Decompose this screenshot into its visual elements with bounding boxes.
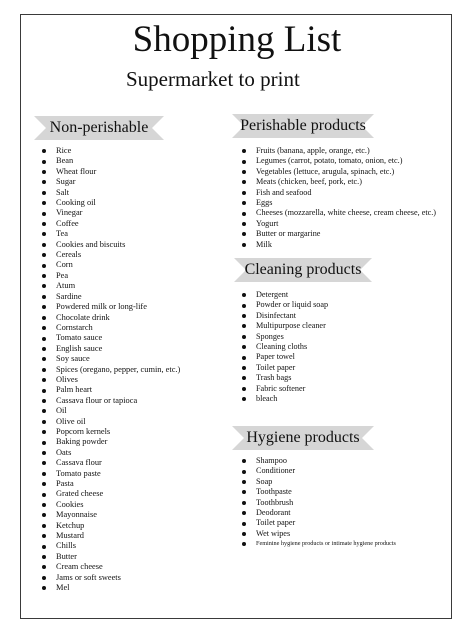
section-title-cleaning: Cleaning products: [244, 261, 362, 278]
list-item: Tomato paste: [42, 469, 180, 479]
banner-hygiene: [232, 426, 374, 450]
list-item: Cheeses (mozzarella, white cheese, cream cheese, etc.): [242, 208, 436, 218]
section-title-non-perishable: Non-perishable: [49, 119, 149, 136]
list-item: Cooking oil: [42, 198, 180, 208]
list-non-perishable: [42, 146, 180, 593]
list-item: Mustard: [42, 531, 180, 541]
list-item: Powder or liquid soap: [242, 300, 328, 310]
list-item: Feminine hygiene products or intimate hygiene products: [242, 539, 396, 549]
list-item: Milk: [242, 240, 436, 250]
list-item: Cereals: [42, 250, 180, 260]
list-item: Corn: [42, 260, 180, 270]
list-item: Tea: [42, 229, 180, 239]
banner-perishable: [232, 114, 374, 138]
list-item: Soap: [242, 477, 396, 487]
list-item: Fabric softener: [242, 384, 328, 394]
list-item: Cream cheese: [42, 562, 180, 572]
list-item: Cookies and biscuits: [42, 240, 180, 250]
list-item: Chocolate drink: [42, 313, 180, 323]
list-item: Fish and seafood: [242, 188, 436, 198]
list-item: Tomato sauce: [42, 333, 180, 343]
list-item: Toothpaste: [242, 487, 396, 497]
list-item: Shampoo: [242, 456, 396, 466]
list-item: Cookies: [42, 500, 180, 510]
list-item: Vegetables (lettuce, arugula, spinach, etc.): [242, 167, 436, 177]
list-item: Multipurpose cleaner: [242, 321, 328, 331]
list-item: Cleaning cloths: [242, 342, 328, 352]
banner-non-perishable: [34, 116, 164, 140]
list-item: Soy sauce: [42, 354, 180, 364]
list-item: Deodorant: [242, 508, 396, 518]
list-item: Butter: [42, 552, 180, 562]
list-item: Yogurt: [242, 219, 436, 229]
list-item: Atum: [42, 281, 180, 291]
list-item: Palm heart: [42, 385, 180, 395]
list-item: Oats: [42, 448, 180, 458]
list-item: Cassava flour: [42, 458, 180, 468]
list-item: Toilet paper: [242, 363, 328, 373]
list-item: Olives: [42, 375, 180, 385]
list-item: Butter or margarine: [242, 229, 436, 239]
section-title-perishable: Perishable products: [240, 117, 366, 134]
list-item: Coffee: [42, 219, 180, 229]
list-item: Baking powder: [42, 437, 180, 447]
page-subtitle: Supermarket to print: [126, 67, 300, 91]
list-item: Sugar: [42, 177, 180, 187]
list-item: Cornstarch: [42, 323, 180, 333]
list-item: bleach: [242, 394, 328, 404]
list-item: Sponges: [242, 332, 328, 342]
list-item: Mayonnaise: [42, 510, 180, 520]
list-item: Grated cheese: [42, 489, 180, 499]
list-item: Spices (oregano, pepper, cumin, etc.): [42, 365, 180, 375]
list-item: Sardine: [42, 292, 180, 302]
list-cleaning: [242, 290, 328, 404]
list-item: Wet wipes: [242, 529, 396, 539]
list-item: Disinfectant: [242, 311, 328, 321]
list-item: Trash bags: [242, 373, 328, 383]
list-item: Powdered milk or long-life: [42, 302, 180, 312]
list-item: Salt: [42, 188, 180, 198]
list-item: Ketchup: [42, 521, 180, 531]
list-item: Oil: [42, 406, 180, 416]
banner-cleaning: [234, 258, 372, 282]
list-item: Conditioner: [242, 466, 396, 476]
list-item: Legumes (carrot, potato, tomato, onion, etc.): [242, 156, 436, 166]
list-item: Toothbrush: [242, 498, 396, 508]
list-item: Pasta: [42, 479, 180, 489]
list-item: Toilet paper: [242, 518, 396, 528]
list-perishable: [242, 146, 436, 250]
list-item: Paper towel: [242, 352, 328, 362]
list-hygiene: [242, 456, 396, 550]
list-item: Wheat flour: [42, 167, 180, 177]
list-item: Mel: [42, 583, 180, 593]
list-item: English sauce: [42, 344, 180, 354]
list-item: Vinegar: [42, 208, 180, 218]
list-item: Detergent: [242, 290, 328, 300]
list-item: Jams or soft sweets: [42, 573, 180, 583]
list-item: Chills: [42, 541, 180, 551]
page-title: Shopping List: [132, 19, 342, 60]
list-item: Cassava flour or tapioca: [42, 396, 180, 406]
list-item: Popcorn kernels: [42, 427, 180, 437]
list-item: Eggs: [242, 198, 436, 208]
list-item: Rice: [42, 146, 180, 156]
section-title-hygiene: Hygiene products: [246, 429, 360, 446]
list-item: Olive oil: [42, 417, 180, 427]
list-item: Meats (chicken, beef, pork, etc.): [242, 177, 436, 187]
list-item: Fruits (banana, apple, orange, etc.): [242, 146, 436, 156]
list-item: Bean: [42, 156, 180, 166]
list-item: Pea: [42, 271, 180, 281]
